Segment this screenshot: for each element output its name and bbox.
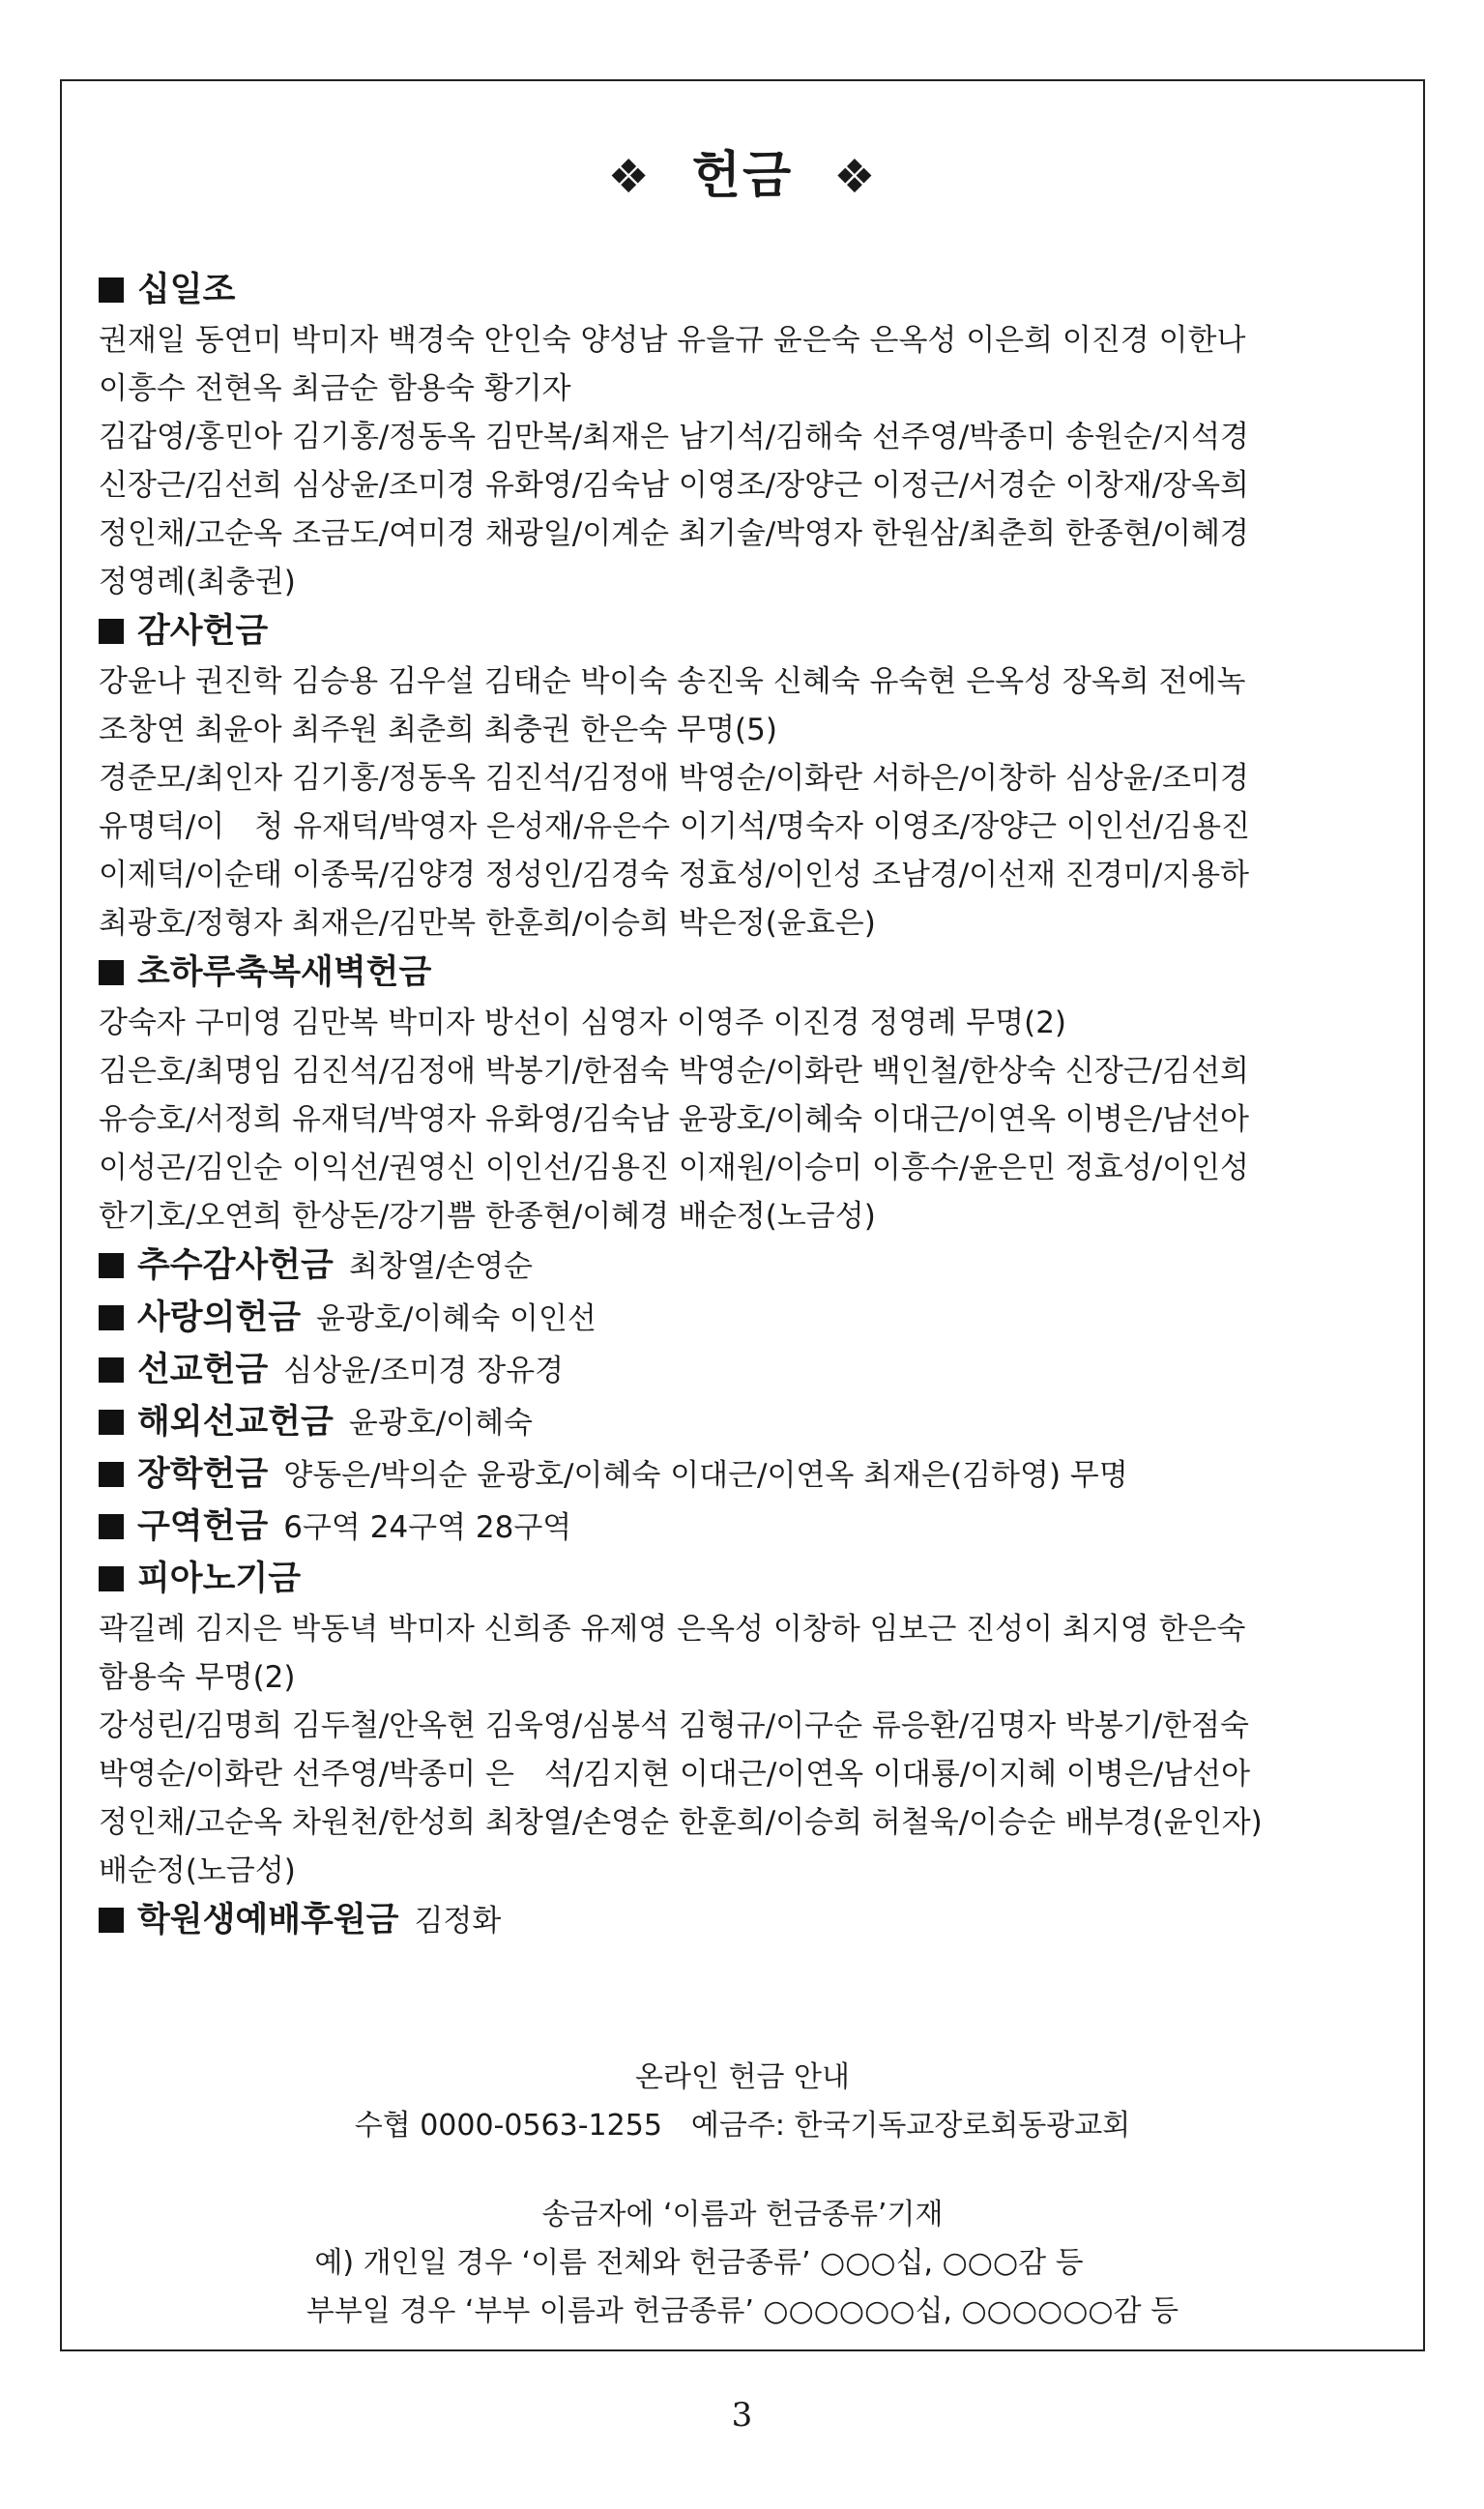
section-donors-inline: 윤광호/이혜숙	[348, 1406, 533, 1441]
donor-line: 경준모/최인자 김기홍/정동옥 김진석/김정애 박영순/이화란 서하은/이창하 심상윤/조미경	[99, 761, 1249, 796]
donor-line: 정영례(최충권)	[99, 565, 296, 599]
donor-line: 박영순/이화란 선주영/박종미 은 석/김지현 이대근/이연옥 이대룡/이지혜 이병은/남선아	[99, 1757, 1251, 1792]
section-title	[99, 1502, 1386, 1554]
diamond-ornament-icon: ❖	[607, 150, 652, 204]
section-donors-inline: 윤광호/이혜숙 이인선	[316, 1301, 597, 1336]
donor-line: 유승호/서정희 유재덕/박영자 유화영/김숙남 윤광호/이혜숙 이대근/이연옥 이병은/남선아	[99, 1102, 1249, 1137]
example-couple: 부부일 경우 ‘부부 이름과 헌금종류’ ○○○○○○십, ○○○○○○감 등	[306, 2294, 1179, 2328]
donor-line: 권재일 동연미 박미자 백경숙 안인숙 양성남 유을규 윤은숙 은옥성 이은희 이진경 이한나	[99, 323, 1246, 358]
black-square-icon	[99, 619, 124, 644]
section-title-text: 구역헌금	[137, 1507, 269, 1546]
black-square-icon	[99, 277, 124, 303]
donor-line: 신장근/김선희 심상윤/조미경 유화영/김숙남 이영조/장양근 이정근/서경순 이창재/장옥희	[99, 468, 1249, 503]
donor-line: 함용숙 무명(2)	[99, 1660, 296, 1695]
black-square-icon	[99, 1908, 124, 1933]
section-title-text: 초하루축복새벽헌금	[137, 953, 432, 992]
donor-line: 최광호/정형자 최재은/김만복 한훈희/이승희 박은정(윤효은)	[99, 906, 876, 941]
section-title	[99, 1554, 1386, 1605]
section-title	[99, 265, 1386, 316]
donor-line: 강숙자 구미영 김만복 박미자 방선이 심영자 이영주 이진경 정영례 무명(2)	[99, 1006, 1067, 1040]
section-title	[99, 1293, 1386, 1345]
section-title-text: 선교헌금	[137, 1351, 269, 1389]
section-title	[99, 1449, 1386, 1502]
section-title-text: 사랑의헌금	[137, 1298, 302, 1337]
online-heading: 온라인 헌금 안내	[635, 2060, 850, 2094]
section-donors-inline: 양동은/박의순 윤광호/이혜숙 이대근/이연옥 최재은(김하영) 무명	[283, 1458, 1128, 1493]
section-title-text: 십일조	[137, 271, 236, 309]
donor-line: 정인채/고순옥 차원천/한성희 최창열/손영순 한훈희/이승희 허철욱/이승순 배부경(윤인자)	[99, 1805, 1263, 1840]
donor-line: 김은호/최명임 김진석/김정애 박봉기/한점숙 박영순/이화란 백인철/한상숙 신장근/김선희	[99, 1054, 1249, 1089]
donor-line: 강성린/김명희 김두철/안옥현 김욱영/심봉석 김형규/이구순 류응환/김명자 박봉기/한점숙	[99, 1708, 1249, 1743]
section-title-text: 추수감사헌금	[137, 1246, 334, 1285]
donor-line: 곽길례 김지은 박동녁 박미자 신희종 유제영 은옥성 이창하 임보근 진성이 최지영 한은숙	[99, 1612, 1246, 1647]
section-title	[99, 1345, 1386, 1397]
section-title-text: 학원생예배후원금	[137, 1901, 399, 1940]
page-number: 3	[731, 2396, 753, 2435]
section-title	[99, 948, 1386, 999]
sender-instruction: 송금자에 ‘이름과 헌금종류’기재	[541, 2198, 944, 2232]
section-donors-inline: 최창열/손영순	[348, 1249, 533, 1284]
bulletin-frame	[60, 79, 1425, 2351]
example-individual: 예) 개인일 경우 ‘이름 전체와 헌금종류’ ○○○십, ○○○감 등	[314, 2246, 1084, 2280]
section-title	[99, 606, 1386, 657]
diamond-ornament-icon: ❖	[833, 150, 878, 204]
section-title	[99, 1240, 1386, 1293]
offering-list	[99, 265, 1386, 1947]
section-title-text: 피아노기금	[137, 1560, 302, 1598]
black-square-icon	[99, 1253, 124, 1278]
black-square-icon	[99, 960, 124, 985]
section-donors-inline: 심상윤/조미경 장유경	[283, 1354, 565, 1388]
donor-line: 조창연 최윤아 최주원 최춘희 최충권 한은숙 무명(5)	[99, 713, 777, 747]
black-square-icon	[99, 1566, 124, 1591]
section-title-text: 해외선교헌금	[137, 1403, 334, 1442]
account-info: 수협 0000-0563-1255 예금주: 한국기독교장로회동광교회	[354, 2109, 1131, 2143]
donor-line: 유명덕/이 청 유재덕/박영자 은성재/유은수 이기석/명숙자 이영조/장양근 이인선/김용진	[99, 809, 1251, 844]
black-square-icon	[99, 1410, 124, 1435]
section-title	[99, 1895, 1386, 1947]
donor-line: 김갑영/홍민아 김기홍/정동옥 김만복/최재은 남기석/김해숙 선주영/박종미 송원순/지석경	[99, 420, 1249, 454]
donor-line: 한기호/오연희 한상돈/강기쁨 한종현/이혜경 배순정(노금성)	[99, 1199, 876, 1234]
section-donors-inline: 6구역 24구역 28구역	[283, 1510, 572, 1545]
section-title-text: 감사헌금	[137, 612, 269, 651]
black-square-icon	[99, 1305, 124, 1330]
donor-line: 이흥수 전현옥 최금순 함용숙 황기자	[99, 371, 571, 406]
black-square-icon	[99, 1462, 124, 1487]
donor-line: 이제덕/이순태 이종묵/김양경 정성인/김경숙 정효성/이인성 조남경/이선재 진경미/지용하	[99, 858, 1249, 892]
section-donors-inline: 김정화	[414, 1904, 502, 1939]
black-square-icon	[99, 1357, 124, 1383]
title-text: 헌금	[691, 147, 794, 205]
page-title	[62, 134, 1423, 207]
section-title	[99, 1397, 1386, 1449]
donor-line: 정인채/고순옥 조금도/여미경 채광일/이계순 최기술/박영자 한원삼/최춘희 한종현/이혜경	[99, 516, 1249, 551]
donor-line: 배순정(노금성)	[99, 1853, 296, 1888]
section-title-text: 장학헌금	[137, 1455, 269, 1494]
donor-line: 강윤나 권진학 김승용 김우설 김태순 박이숙 송진욱 신혜숙 유숙현 은옥성 장옥희 전에녹	[99, 664, 1246, 699]
black-square-icon	[99, 1514, 124, 1539]
donor-line: 이성곤/김인순 이익선/권영신 이인선/김용진 이재원/이승미 이흥수/윤은민 정효성/이인성	[99, 1151, 1249, 1185]
online-offering-info	[62, 2054, 1423, 2336]
